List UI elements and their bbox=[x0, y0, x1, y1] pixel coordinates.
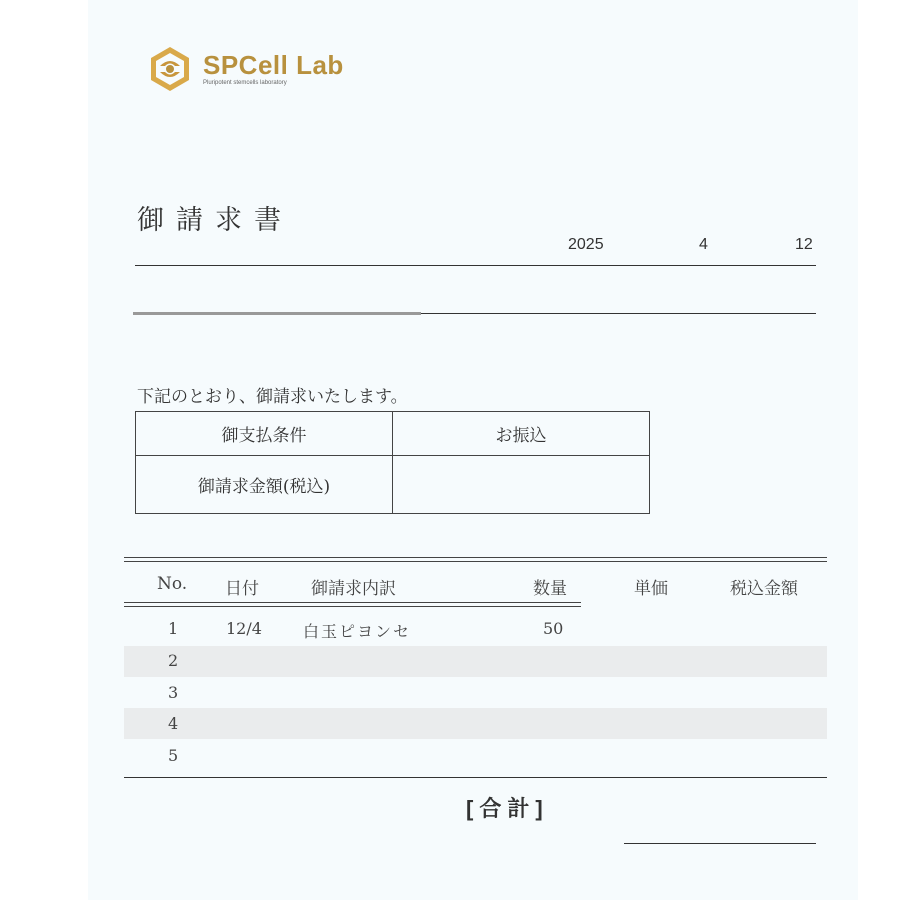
date-day: 12 bbox=[795, 236, 813, 253]
recipient-underline-right bbox=[421, 313, 816, 314]
brand-tagline: Pluripotent stemcells laboratory bbox=[203, 79, 287, 86]
total-underline bbox=[624, 843, 816, 844]
col-header-qty: 数量 bbox=[533, 579, 567, 599]
header-bottom-rule bbox=[124, 602, 581, 607]
table-bottom-rule bbox=[124, 777, 827, 778]
total-label: [合計] bbox=[466, 796, 549, 821]
date-year: 2025 bbox=[568, 236, 604, 253]
invoice-amount-value bbox=[393, 456, 650, 514]
row-1-date: 12/4 bbox=[226, 619, 262, 638]
row-stripe bbox=[124, 708, 827, 739]
brand-logo bbox=[145, 44, 344, 94]
row-4-no: 4 bbox=[168, 714, 179, 733]
col-header-unit-price: 単価 bbox=[634, 579, 668, 599]
row-3-no: 3 bbox=[168, 683, 179, 702]
table-top-rule bbox=[124, 557, 827, 562]
terms-table bbox=[135, 411, 650, 514]
row-2-no: 2 bbox=[168, 651, 179, 670]
row-stripe bbox=[124, 646, 827, 677]
invoice-amount-label: 御請求金額(税込) bbox=[136, 456, 393, 514]
col-header-amount: 税込金額 bbox=[730, 579, 798, 599]
title-divider bbox=[135, 265, 816, 266]
col-header-date: 日付 bbox=[225, 579, 259, 599]
row-1-qty: 50 bbox=[543, 619, 564, 638]
date-month: 4 bbox=[699, 236, 708, 253]
payment-terms-value: お振込 bbox=[393, 412, 650, 456]
brand-name: SPCell Lab bbox=[203, 49, 344, 80]
row-5-no: 5 bbox=[168, 746, 179, 765]
col-header-no: No. bbox=[157, 574, 188, 594]
payment-terms-label: 御支払条件 bbox=[136, 412, 393, 456]
row-1-item: 白玉ピヨンセ bbox=[303, 622, 412, 641]
document-title: 御請求書 bbox=[137, 205, 293, 236]
row-1-no: 1 bbox=[168, 619, 179, 638]
recipient-underline-left bbox=[133, 312, 421, 315]
spcell-logo-icon bbox=[145, 44, 195, 94]
intro-text: 下記のとおり、御請求いたします。 bbox=[137, 387, 408, 407]
col-header-item: 御請求内訳 bbox=[311, 579, 396, 599]
